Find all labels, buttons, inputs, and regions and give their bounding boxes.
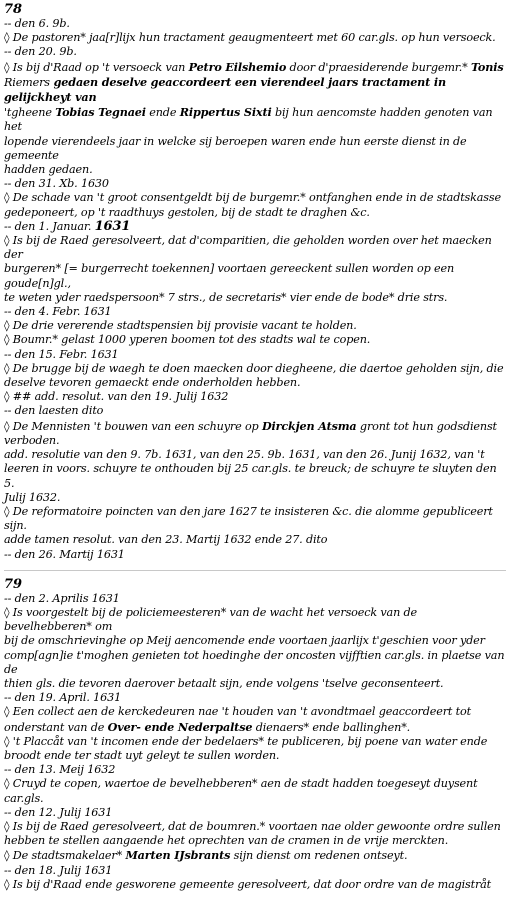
text-line: -- den 26. Martij 1631	[4, 547, 125, 561]
text-line: broodt ende ter stadt uyt geleyt te sullen worden.	[4, 748, 280, 762]
section-divider	[4, 570, 506, 571]
text-line: -- den 19. April. 1631	[4, 691, 122, 705]
text-line: hebben te stellen aangaende het oprechten van de cramen in de vrije merckten.	[4, 834, 449, 848]
text-line: ◊ ## add. resolut. van den 19. Julij 1632	[4, 390, 229, 404]
text-span: ◊ De Mennisten 't bouwen van een schuyre op	[4, 419, 262, 433]
text-line: -- den 20. 9b.	[4, 45, 77, 59]
text-span: onderstant van de	[4, 720, 108, 734]
text-span: ◊ Is bij d'Raad op 't versoeck van	[4, 60, 189, 74]
text-line: add. resolutie van den 9. 7b. 1631, van den 25. 9b. 1631, van den 26. Junij 1632, van 't	[4, 448, 485, 462]
text-line: te weten yder raedspersoon* 7 strs., de secretaris* vier ende de bode* drie strs.	[4, 290, 448, 304]
text-line: -- den 31. Xb. 1630	[4, 177, 109, 191]
text-line: thien gls. die tevoren daerover betaalt sijn, ende volgens 'tselve geconsenteert.	[4, 676, 444, 690]
text-line: ◊ De brugge bij de waegh te doen maecken door diegheene, die daertoe geholden sijn, die	[4, 361, 504, 375]
section-number: 78	[4, 2, 23, 17]
text-span: dienaers* ende ballinghen*.	[252, 720, 411, 734]
text-line: ◊ Is bij de Raed geresolveert, dat de boumren.* voortaen nae older gewoonte ordre sullen	[4, 819, 501, 833]
emphasized-name: Over- ende Nederpaltse	[107, 719, 253, 734]
text-line: burgeren* [= burgerrecht toekennen] voortaen gereeckent sullen worden op een goude[n]gl.,	[4, 262, 455, 290]
text-line: -- den 6. 9b.	[4, 17, 70, 30]
text-line: ◊ Een collect aen de kerckedeuren nae 't houden van 't avondtmael geaccordeert tot	[4, 705, 471, 719]
text-line: ◊ Boumr.* gelast 1000 yperen boomen tot des stadts wal te copen.	[4, 333, 371, 347]
emphasized-name: Marten IJsbrants	[125, 848, 231, 863]
text-line: -- den 15. Febr. 1631	[4, 347, 119, 361]
text-line	[4, 220, 506, 234]
emphasized-name: Dirckjen Atsma	[261, 418, 357, 433]
text-span: Riemers	[4, 75, 50, 89]
text-line: -- den 4. Febr. 1631	[4, 305, 112, 319]
text-line: ◊ Is voorgestelt bij de policiemeesteren* van de wacht het versoeck van de bevelhebberen* om	[4, 605, 418, 634]
text-line: -- den 12. Julij 1631	[4, 805, 113, 819]
text-line: leeren in voors. schuyre te onthouden bij 25 car.gls. te breuck; de schuyre te sluyten den 5.	[4, 462, 497, 490]
text-line: ◊ De schade van 't groot consentgeldt bij de burgemr.* ontfanghen ende in de stadtskasse	[4, 191, 501, 205]
emphasized-name: Rippertus Sixti	[179, 105, 272, 120]
emphasized-name: Tobias Tegnaei	[55, 105, 146, 120]
text-line: deselve tevoren gemaeckt ende onderholden hebben.	[4, 376, 301, 390]
text-span: sijn dienst om redenen ontseyt.	[230, 849, 408, 863]
text-line: -- den 2. Aprilis 1631	[4, 591, 120, 605]
text-line: lopende vierendeels jaar in welcke sij beroepen waren ende hun eerste dienst in de gemeente	[4, 134, 467, 162]
text-line: ◊ 't Placcåt van 't incomen ende der bedelaers* te publiceren, bij poene van water ende	[4, 734, 488, 748]
section-79-body	[4, 592, 506, 892]
text-line: comp[agn]ie t'moghen genieten tot hoedinghe der oncosten vijfftien car.gls. in plaetse van de	[4, 648, 505, 676]
text-line: adde tamen resolut. van den 23. Martij 1632 ende 27. dito	[4, 533, 328, 547]
text-line: bij de omschrievinghe op Meij aencomende ende voortaen jaarlijx t'geschien voor yder	[4, 634, 485, 648]
text-line: -- den 13. Meij 1632	[4, 763, 116, 777]
emphasized-name: 1631	[94, 218, 131, 234]
text-line: ◊ De reformatoire poincten van den jare 1627 te insisteren &c. die alomme gepubliceert sijn.	[4, 504, 493, 533]
emphasized-name: Petro Eilshemio	[188, 59, 287, 74]
section-78-body	[4, 17, 506, 562]
text-span: door d'praesiderende burgemr.*	[286, 60, 472, 74]
text-line: Julij 1632.	[4, 490, 61, 504]
text-line	[4, 105, 506, 134]
text-span: ◊ De stadtsmakelaer*	[4, 849, 126, 863]
text-line	[4, 60, 506, 75]
text-line: -- den laesten dito	[4, 404, 104, 418]
text-span: -- den 1. Januar.	[4, 219, 95, 233]
text-line	[4, 848, 506, 863]
emphasized-name: Tonis	[471, 59, 504, 74]
text-line: ◊ Is bij de Raed geresolveert, dat d'comparitien, die geholden worden over het maecken der	[4, 234, 492, 262]
text-line: verboden.	[4, 433, 60, 447]
text-line: ◊ Is bij d'Raad ende gesworene gemeente geresolveert, dat door ordre van de magistråt	[4, 877, 492, 891]
text-line	[4, 419, 506, 434]
text-line: gedeponeert, op 't raadthuys gestolen, bij de stadt te draghen &c.	[4, 205, 370, 219]
text-line: ◊ De drie vererende stadtspensien bij provisie vacant te holden.	[4, 319, 357, 333]
text-span: bij hun aencomste hadden genoten van het	[4, 106, 493, 134]
emphasized-name: gedaen deselve geaccordeert een vierendeel jaars tractament in gelijckheyt van	[4, 74, 446, 105]
text-span: ende	[145, 106, 180, 120]
text-line: ◊ Cruyd te copen, waertoe de bevelhebberen* aen de stadt hadden toegeseyt duysent car.gls.	[4, 777, 478, 805]
section-number: 79	[4, 576, 23, 592]
text-line: ◊ De pastoren* jaa[r]lijx hun tractament geaugmenteert met 60 car.gls. op hun versoeck.	[4, 31, 496, 45]
text-line	[4, 75, 506, 105]
text-line	[4, 720, 506, 735]
text-span: gront tot hun godsdienst	[356, 419, 497, 433]
text-line: hadden gedaen.	[4, 163, 93, 177]
text-span: 'tgheene	[4, 106, 56, 120]
text-line: -- den 18. Julij 1631	[4, 863, 113, 877]
